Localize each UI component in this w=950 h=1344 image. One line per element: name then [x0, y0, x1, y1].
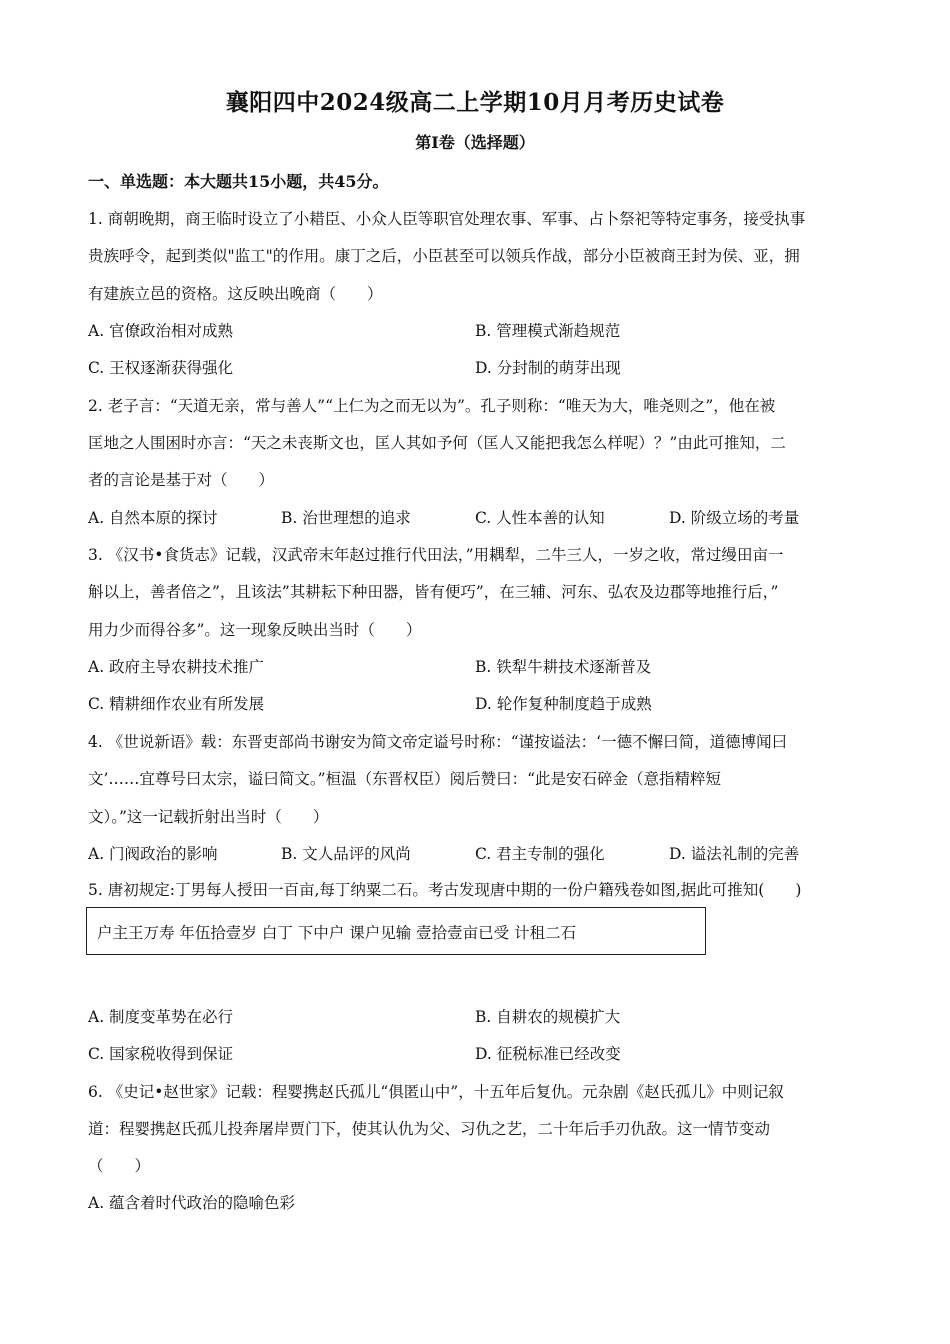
question-1-option-d[interactable]: D. 分封制的萌芽出现	[475, 359, 621, 377]
question-2-line-1: 2. 老子言：“天道无亲，常与善人”“上仁为之而无以为”。孔子则称：“唯天为大，唯尧则之”，他在被	[88, 397, 776, 415]
question-1-line-3: 有建族立邑的资格。这反映出晚商（ ）	[88, 285, 383, 303]
question-1-option-a[interactable]: A. 官僚政治相对成熟	[88, 322, 234, 340]
question-5-option-b[interactable]: B. 自耕农的规模扩大	[475, 1008, 621, 1026]
question-6-line-2: 道：程婴携赵氏孤儿投奔屠岸贾门下，使其认仇为父、习仇之艺，二十年后手刃仇敌。这一情节变动	[88, 1120, 771, 1138]
question-3-option-a[interactable]: A. 政府主导农耕技术推广	[88, 658, 265, 676]
question-3-line-2: 斛以上，善者倍之”，且该法”其耕耘下种田器，皆有便巧”，在三辅、河东、弘农及边郡等地推行后，”	[88, 583, 779, 601]
volume-subtitle: 第I卷（选择题）	[415, 133, 535, 152]
question-5-option-a[interactable]: A. 制度变革势在必行	[88, 1008, 234, 1026]
question-3-option-d[interactable]: D. 轮作复种制度趋于成熟	[475, 695, 652, 713]
question-6-option-a[interactable]: A. 蕴含着时代政治的隐喻色彩	[88, 1194, 296, 1212]
question-1-line-2: 贵族呼令，起到类似"监工"的作用。康丁之后，小臣甚至可以领兵作战，部分小臣被商王封为侯、亚，拥	[88, 247, 800, 265]
question-1-option-b[interactable]: B. 管理模式渐趋规范	[475, 322, 621, 340]
question-2-option-a[interactable]: A. 自然本原的探讨	[88, 509, 218, 527]
question-6-line-1: 6. 《史记•赵世家》记载：程婴携赵氏孤儿“俱匿山中”，十五年后复仇。元杂剧《赵氏孤儿》中则记叙	[88, 1083, 784, 1101]
section-heading: 一、单选题：本大题共15小题，共45分。	[88, 172, 389, 191]
question-2-line-3: 者的言论是基于对（ ）	[88, 471, 275, 489]
question-4-option-d[interactable]: D. 谥法礼制的完善	[669, 845, 800, 863]
household-register-text: 户主王万寿 年伍拾壹岁 白丁 下中户 课户见输 壹拾壹亩已受 计租二石	[97, 924, 577, 942]
question-4-option-a[interactable]: A. 门阀政治的影响	[88, 845, 218, 863]
question-3-option-c[interactable]: C. 精耕细作农业有所发展	[88, 695, 265, 713]
question-5-option-d[interactable]: D. 征税标准已经改变	[475, 1045, 621, 1063]
question-6-line-3: （ ）	[88, 1157, 151, 1175]
question-4-line-2: 文’……宜尊号曰太宗，谥曰简文。”桓温（东晋权臣）阅后赞曰：“此是安石碎金（意指精粹短	[88, 770, 722, 788]
question-5-line-1: 5. 唐初规定:丁男每人授田一百亩,每丁纳粟二石。考古发现唐中期的一份户籍残卷如图,据此可推知( )	[88, 881, 802, 899]
question-1-option-c[interactable]: C. 王权逐渐获得强化	[88, 359, 234, 377]
question-2-option-b[interactable]: B. 治世理想的追求	[281, 509, 411, 527]
exam-title: 襄阳四中2024级高二上学期10月月考历史试卷	[225, 89, 725, 116]
question-4-option-c[interactable]: C. 君主专制的强化	[475, 845, 605, 863]
question-4-option-b[interactable]: B. 文人品评的风尚	[281, 845, 411, 863]
question-5-option-c[interactable]: C. 国家税收得到保证	[88, 1045, 234, 1063]
question-2-option-c[interactable]: C. 人性本善的认知	[475, 509, 605, 527]
question-2-line-2: 匡地之人围困时亦言：“天之未丧斯文也，匡人其如予何（匡人又能把我怎么样呢）？”由此可推知，二	[88, 434, 786, 452]
question-4-line-1: 4. 《世说新语》载：东晋吏部尚书谢安为简文帝定谥号时称：“谨按谥法：‘一德不懈曰简，道德博闻曰	[88, 733, 788, 751]
question-3-line-3: 用力少而得谷多”。这一现象反映出当时（ ）	[88, 621, 422, 639]
question-4-line-3: 文）。”这一记载折射出当时（ ）	[88, 808, 329, 826]
question-2-option-d[interactable]: D. 阶级立场的考量	[669, 509, 800, 527]
question-1-line-1: 1. 商朝晚期，商王临时设立了小耤臣、小众人臣等职官处理农事、军事、占卜祭祀等特定事务，接受执事	[88, 210, 806, 228]
question-3-option-b[interactable]: B. 铁犁牛耕技术逐渐普及	[475, 658, 652, 676]
question-3-line-1: 3. 《汉书•食货志》记载，汉武帝末年赵过推行代田法，”用耦犁，二牛三人，一岁之收，常过缦田亩一	[88, 546, 784, 564]
household-register-box	[86, 907, 706, 955]
